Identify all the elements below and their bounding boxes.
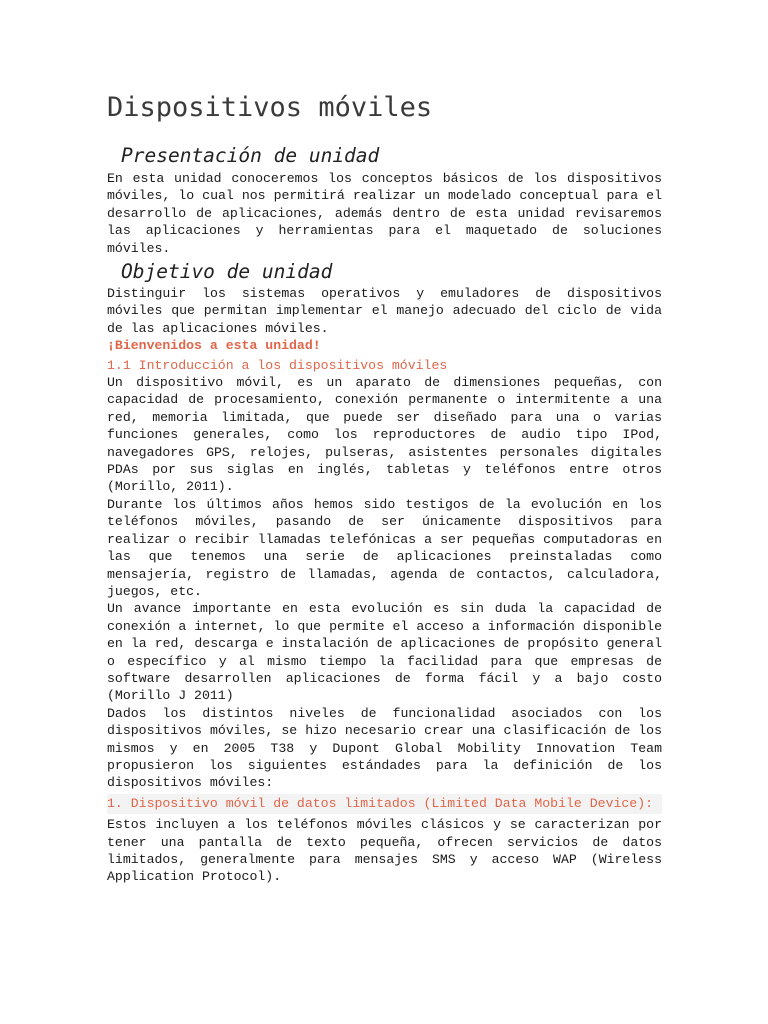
paragraph-intro-1: Un dispositivo móvil, es un aparato de dimensiones pequeñas, con capacidad de procesamiento, conexión permanente o intermitente a una red, memoria limitada, que puede ser diseñado para una o varias funciones generales, como los reproductores de audio tipo IPod, navegadores GPS, relojes, pulseras, asistentes personales digitales PDAs por sus siglas en inglés, tabletas y teléfonos entre otros (Morillo, 2011).	[107, 375, 662, 495]
paragraph-intro-3: Un avance importante en esta evolución es sin duda la capacidad de conexión a internet, lo que permite el acceso a información disponible en la red, descarga e instalación de aplicaciones de propósito general o específico y al mismo tiempo la facilidad para que empresas de software desarrollen aplicaciones de forma fácil y a bajo costo (Morillo J 2011)	[107, 601, 662, 704]
section-presentacion	[107, 143, 662, 169]
paragraph-intro-4: Dados los distintos niveles de funcionalidad asociados con los dispositivos móviles, se hizo necesario crear una clasificación de los mismos y en 2005 T38 y Dupont Global Mobility Innovation Team propusieron los siguientes estándades para la definición de los dispositivos móviles:	[107, 705, 662, 791]
document-title: Dispositivos móviles	[107, 92, 433, 123]
paragraph-limited-data-device: Estos incluyen a los teléfonos móviles clásicos y se caracterizan por tener una pantalla de texto pequeña, ofrecen servicios de datos limitados, generalmente para mensajes SMS y acceso WAP (Wireless Application Protocol).	[107, 817, 662, 885]
body-presentacion	[107, 170, 662, 257]
section-heading-objetivo: Objetivo de unidad	[121, 260, 333, 283]
subheading-intro: 1.1 Introducción a los dispositivos móviles	[107, 357, 448, 373]
body-objetivo	[107, 285, 662, 886]
welcome-text: ¡Bienvenidos a esta unidad!	[107, 338, 321, 354]
section-objetivo	[107, 259, 662, 285]
paragraph-presentacion: En esta unidad conoceremos los conceptos básicos de los dispositivos móviles, lo cual nos permitirá realizar un modelado conceptual para el desarrollo de aplicaciones, además dentro de esta unidad revisaremos las aplicaciones y herramientas para el maquetado de soluciones móviles.	[107, 171, 662, 256]
section-heading-presentacion: Presentación de unidad	[121, 144, 380, 167]
paragraph-objetivo: Distinguir los sistemas operativos y emuladores de dispositivos móviles que permitan implementar el manejo adecuado del ciclo de vida de las aplicaciones móviles.	[107, 286, 662, 336]
subheading-limited-data-device: 1. Dispositivo móvil de datos limitados (Limited Data Mobile Device):	[107, 794, 662, 814]
paragraph-intro-2: Durante los últimos años hemos sido testigos de la evolución en los teléfonos móviles, pasando de ser únicamente dispositivos para realizar o recibir llamadas telefónicas a ser pequeñas computadoras en las que tenemos una serie de aplicaciones preinstaladas como mensajería, registro de llamadas, agenda de contactos, calculadora, juegos, etc.	[107, 496, 662, 599]
